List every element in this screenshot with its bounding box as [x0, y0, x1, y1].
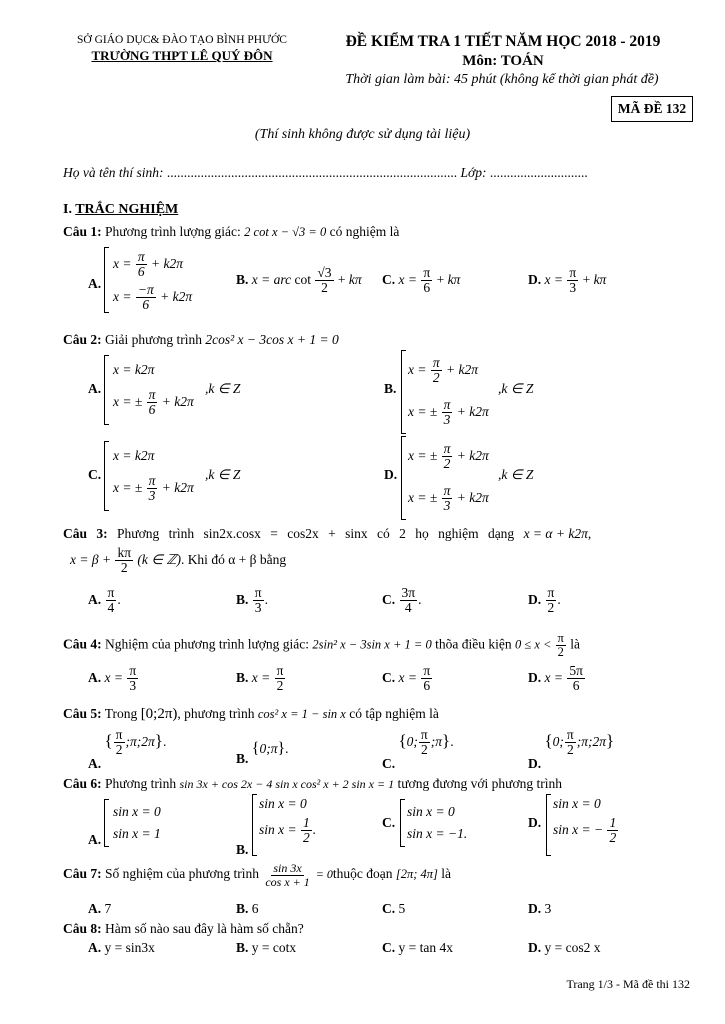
- q8-option-b: B. y = cotx: [236, 940, 297, 955]
- question-3: Câu 3: Phương trình sin2x.cosx = cos2x + sinx có 2 họ nghiệm dạng x = α + k2π,: [63, 526, 592, 541]
- q6-c-line2: sin x = −1.: [407, 826, 468, 841]
- q2-d-line1: x = ± $\frac{\pi}{2}$ + k2π: [408, 441, 489, 472]
- q3-option-d: D. $\frac{\pi}{2}$ .: [528, 585, 561, 616]
- class-dots: .............................: [489, 165, 588, 180]
- q2-b-line2: x = ± $\frac{\pi}{3}$ + k2π: [408, 397, 489, 428]
- q4-option-a: A. x = $\frac{\pi}{3}$: [88, 663, 137, 694]
- q7-tail2: là: [441, 866, 452, 882]
- q6-b-bracket: [252, 794, 257, 856]
- q7-tail: thuộc đoạn: [332, 866, 396, 882]
- q8-text: Hàm số nào sau đây là hàm số chẵn?: [105, 921, 304, 936]
- q2-d-cond: ,k ∈ Z: [498, 467, 534, 482]
- q2-a-cond: ,k ∈ Z: [205, 381, 241, 396]
- q1-a-line1: x = $\frac{\pi}{6}$ + k2π: [113, 249, 183, 280]
- q1-option-a-label: A.: [88, 276, 102, 291]
- q3-option-b: B. $\frac{\pi}{3}$ .: [236, 585, 268, 616]
- q6-option-a-label: A.: [88, 832, 102, 847]
- q2-b-line1: x = $\frac{\pi}{2}$ + k2π: [408, 355, 478, 386]
- question-7: Câu 7: Số nghiệm của phương trình $\frac{\sin 3x}{\text{cos x + 1}}$ = 0thuộc đoạn [2π; 4π] là: [63, 861, 452, 889]
- q4-label: Câu 4:: [63, 636, 102, 652]
- q7-text: Số nghiệm của phương trình: [105, 866, 263, 882]
- subject-title: Môn: TOÁN: [462, 53, 544, 69]
- q5-math: [0;2π): [140, 706, 178, 722]
- q1-option-c: C. x = $\frac{\pi}{6}$ + kπ: [382, 265, 461, 296]
- q5-option-a: A. { $\frac{\pi}{2}$ ;π;2π}.: [88, 727, 167, 771]
- q6-a-line2: sin x = 1: [113, 826, 161, 841]
- q6-d-line2: sin x = − $\frac{1}{2}$: [553, 815, 617, 846]
- q8-label: Câu 8:: [63, 921, 102, 936]
- q6-c-line1: sin x = 0: [407, 804, 455, 819]
- q1-a-bracket: [104, 247, 109, 313]
- q1-label: Câu 1:: [63, 224, 102, 239]
- q6-a-bracket: [104, 799, 109, 847]
- name-label: Họ và tên thí sinh:: [63, 165, 167, 180]
- instruction: (Thí sinh không được sử dụng tài liệu): [254, 127, 471, 142]
- q7-option-a: A. 7: [88, 901, 112, 916]
- exam-title: ĐỀ KIỂM TRA 1 TIẾT NĂM HỌC 2018 - 2019: [345, 33, 661, 50]
- q7-math2: [2π; 4π]: [395, 867, 438, 882]
- q3-option-a: A. $\frac{\pi}{4}$ .: [88, 585, 121, 616]
- q5-tail: , phương trình: [177, 706, 258, 721]
- q6-math: sin 3x + cos 2x − 4 sin x cos² x + 2 sin x = 1: [179, 777, 395, 791]
- q2-a-bracket: [104, 355, 109, 425]
- class-label: Lớp:: [457, 165, 490, 180]
- q1-option-d: D. x = $\frac{\pi}{3}$ + kπ: [528, 265, 607, 296]
- student-info-line: [63, 165, 588, 181]
- q4-option-c: C. x = $\frac{\pi}{6}$: [382, 663, 431, 694]
- q1-math: 2 cot x − √3 = 0: [244, 225, 327, 239]
- q3-math: x = α + k2π: [523, 526, 588, 541]
- q2-a-line1: x = k2π: [113, 362, 155, 377]
- q6-b-line2: sin x = $\frac{1}{2}$ .: [259, 815, 317, 846]
- q4-tail: thõa điều kiện: [435, 636, 515, 652]
- page-footer: Trang 1/3 - Mã đề thi 132: [566, 977, 690, 991]
- q2-math: 2cos² x − 3cos x + 1 = 0: [205, 332, 339, 347]
- q3-tail: . Khi đó α + β bằng: [180, 551, 287, 567]
- q1-tail: có nghiệm là: [329, 224, 400, 239]
- q3-line2: x = β + $\frac{k\pi}{2}$ (k ∈ ℤ). Khi đó α + β bằng: [70, 545, 287, 576]
- q1-a-line2: x = $\frac{-\pi}{6}$ + k2π: [113, 282, 193, 313]
- q2-d-line2: x = ± $\frac{\pi}{3}$ + k2π: [408, 483, 489, 514]
- time-note: Thời gian làm bài: 45 phút (không kể thời gian phát đề): [345, 72, 659, 87]
- section-title: [63, 202, 178, 218]
- q2-label: Câu 2:: [63, 332, 102, 347]
- q4-math: 2sin² x − 3sin x + 1 = 0: [312, 637, 432, 652]
- q1-text: Phương trình lượng giác:: [105, 224, 245, 239]
- question-8: [63, 921, 304, 937]
- q3-text: Phương trình sin2x.cosx = cos2x + sinx có 2 họ nghiệm dạng: [117, 526, 524, 541]
- q5-label: Câu 5:: [63, 706, 102, 721]
- q6-b-line1: sin x = 0: [259, 796, 307, 811]
- q2-c-line1: x = k2π: [113, 448, 155, 463]
- question-2: [63, 332, 339, 348]
- q6-option-b-label: B.: [236, 842, 249, 857]
- q7-label: Câu 7:: [63, 866, 102, 882]
- q2-c-cond: ,k ∈ Z: [205, 467, 241, 482]
- q6-d-bracket: [546, 794, 551, 856]
- question-5: [63, 706, 439, 723]
- q1-option-b: B. x = arc cot $\frac{√3}{2}$ + kπ: [236, 265, 362, 296]
- q6-label: Câu 6:: [63, 776, 102, 791]
- name-dots: ......................................................................................: [166, 165, 458, 180]
- q7-option-d: D. 3: [528, 901, 552, 916]
- q8-option-a: A. y = sin3x: [88, 940, 155, 955]
- q8-option-c: C. y = tan 4x: [382, 940, 453, 955]
- section-number: I.: [63, 202, 76, 217]
- q8-option-d: D. y = cos2 x: [528, 940, 601, 955]
- q2-option-b-label: B.: [384, 381, 397, 396]
- question-4: Câu 4: Nghiệm của phương trình lượng giác: 2sin² x − 3sin x + 1 = 0 thõa điều kiện 0 ≤ x < $\frac{\pi}{2}$ là: [63, 631, 580, 660]
- section-label: TRẮC NGHIỆM: [75, 202, 179, 217]
- q2-option-d-label: D.: [384, 467, 398, 482]
- question-1: [63, 224, 399, 240]
- q2-d-bracket: [401, 436, 406, 520]
- exam-code-box: MÃ ĐỀ 132: [611, 96, 693, 122]
- q7-option-c: C. 5: [382, 901, 406, 916]
- q6-option-c-label: C.: [382, 815, 396, 830]
- school-name: TRƯỜNG THPT LÊ QUÝ ĐÔN: [91, 48, 273, 63]
- q5-math2: cos² x = 1 − sin x: [257, 707, 346, 721]
- q6-a-line1: sin x = 0: [113, 804, 161, 819]
- q5-option-d: D. {0; $\frac{\pi}{2}$ ;π;2π}: [528, 727, 615, 771]
- q2-b-bracket: [401, 350, 406, 434]
- q6-option-d-label: D.: [528, 815, 542, 830]
- q2-text: Giải phương trình: [105, 332, 206, 347]
- q4-tail2: là: [570, 636, 580, 652]
- q5-option-c: C. {0; $\frac{\pi}{2}$ ;π}.: [382, 727, 454, 771]
- q4-text: Nghiệm của phương trình lượng giác:: [105, 636, 313, 652]
- q2-c-bracket: [104, 441, 109, 511]
- q4-option-b: B. x = $\frac{\pi}{2}$: [236, 663, 284, 694]
- question-6: [63, 776, 562, 792]
- q2-c-line2: x = ± $\frac{\pi}{3}$ + k2π: [113, 473, 194, 504]
- q7-option-b: B. 6: [236, 901, 259, 916]
- q4-option-d: D. x = $\frac{5\pi}{6}$: [528, 663, 583, 694]
- q5-option-b: B. {0;π}.: [236, 740, 289, 766]
- q6-d-line1: sin x = 0: [553, 796, 601, 811]
- q2-option-a-label: A.: [88, 381, 102, 396]
- q5-text: Trong: [104, 706, 141, 721]
- q2-a-line2: x = ± $\frac{\pi}{6}$ + k2π: [113, 387, 194, 418]
- q2-option-c-label: C.: [88, 467, 102, 482]
- q2-b-cond: ,k ∈ Z: [498, 381, 534, 396]
- q5-tail2: có tập nghiệm là: [349, 706, 439, 721]
- q3-label: Câu 3:: [63, 526, 108, 541]
- q6-c-bracket: [400, 799, 405, 847]
- q6-tail: tương đương với phương trình: [397, 776, 562, 791]
- q3-option-c: C. $\frac{3\pi}{4}$ .: [382, 585, 422, 616]
- q6-text: Phương trình: [105, 776, 180, 791]
- department-name: SỞ GIÁO DỤC& ĐÀO TẠO BÌNH PHƯỚC: [77, 34, 287, 46]
